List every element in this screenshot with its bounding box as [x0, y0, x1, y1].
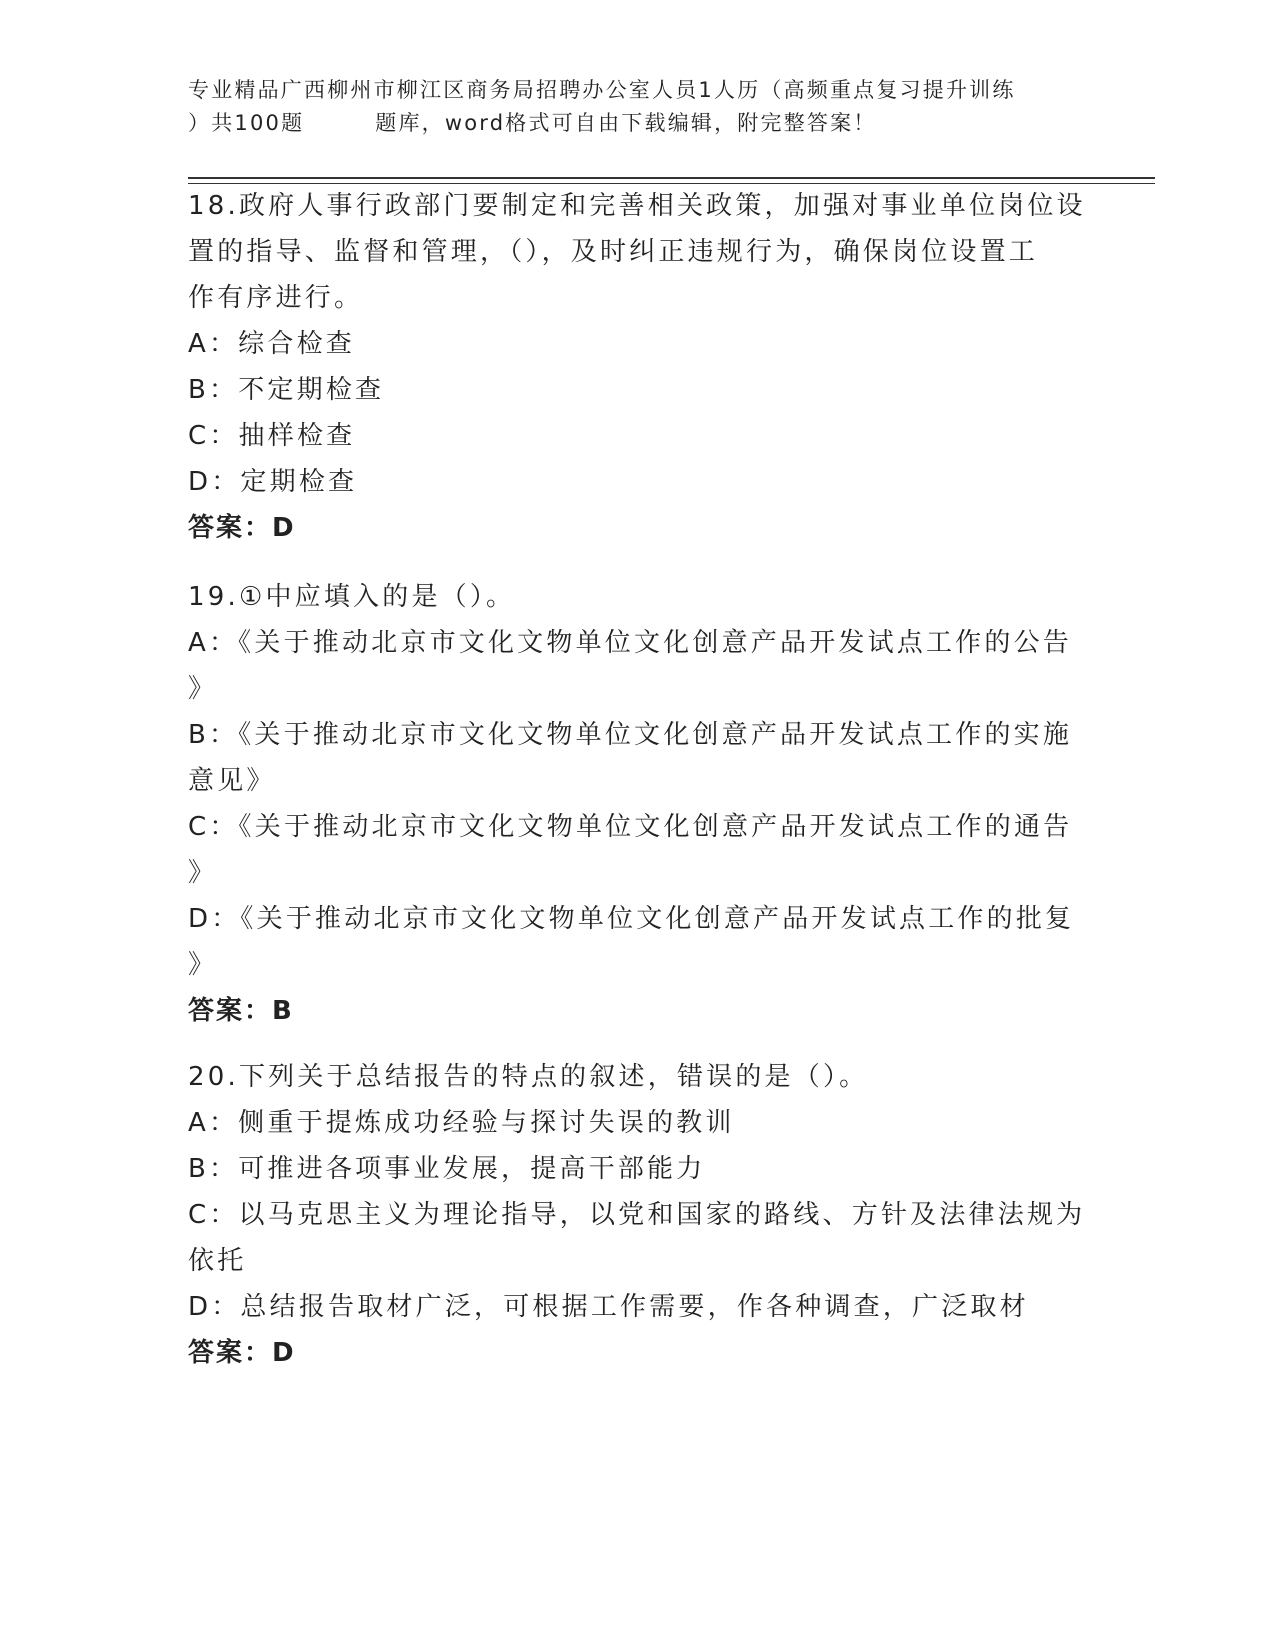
option-b: B：《关于推动北京市文化文物单位文化创意产品开发试点工作的实施 — [188, 720, 1073, 750]
option-b-continued: 意见》 — [188, 766, 276, 796]
question-19 — [188, 574, 1088, 1034]
option-c: C：《关于推动北京市文化文物单位文化创意产品开发试点工作的通告 — [188, 812, 1073, 842]
document-header — [188, 74, 1088, 140]
option-c-continued: 》 — [188, 858, 218, 888]
option-d: D：《关于推动北京市文化文物单位文化创意产品开发试点工作的批复 — [188, 904, 1075, 934]
option-a: A：综合检查 — [188, 329, 355, 359]
option-a: A：《关于推动北京市文化文物单位文化创意产品开发试点工作的公告 — [188, 628, 1072, 658]
question-stem-line: 作有序进行。 — [188, 283, 364, 313]
question-20 — [188, 1054, 1088, 1376]
header-line-1: 专业精品广西柳州市柳江区商务局招聘办公室人员1人历（高频重点复习提升训练 — [188, 78, 1016, 102]
option-d-continued: 》 — [188, 950, 218, 980]
answer-label: 答案：B — [188, 996, 294, 1026]
option-c-continued: 依托 — [188, 1246, 247, 1276]
header-line-2: ）共100题 题库，word格式可自由下载编辑，附完整答案！ — [188, 111, 877, 135]
question-18 — [188, 183, 1088, 551]
question-stem-line: 18.政府人事行政部门要制定和完善相关政策，加强对事业单位岗位设 — [188, 191, 1086, 221]
option-b: B：不定期检查 — [188, 375, 385, 405]
header-divider-thick — [188, 177, 1155, 179]
option-a: A：侧重于提炼成功经验与探讨失误的教训 — [188, 1108, 735, 1138]
option-c: C：以马克思主义为理论指导，以党和国家的路线、方针及法律法规为 — [188, 1200, 1086, 1230]
question-stem-line: 置的指导、监督和管理，（），及时纠正违规行为，确保岗位设置工 — [188, 237, 1039, 267]
option-b: B：可推进各项事业发展，提高干部能力 — [188, 1154, 706, 1184]
option-d: D：总结报告取材广泛，可根据工作需要，作各种调查，广泛取材 — [188, 1292, 1029, 1322]
answer-label: 答案：D — [188, 1338, 296, 1368]
question-stem-line: 20.下列关于总结报告的特点的叙述，错误的是（）。 — [188, 1062, 869, 1092]
option-d: D：定期检查 — [188, 467, 358, 497]
answer-label: 答案：D — [188, 513, 296, 543]
option-c: C：抽样检查 — [188, 421, 356, 451]
question-stem-line: 19.①中应填入的是（）。 — [188, 582, 516, 612]
option-a-continued: 》 — [188, 674, 218, 704]
